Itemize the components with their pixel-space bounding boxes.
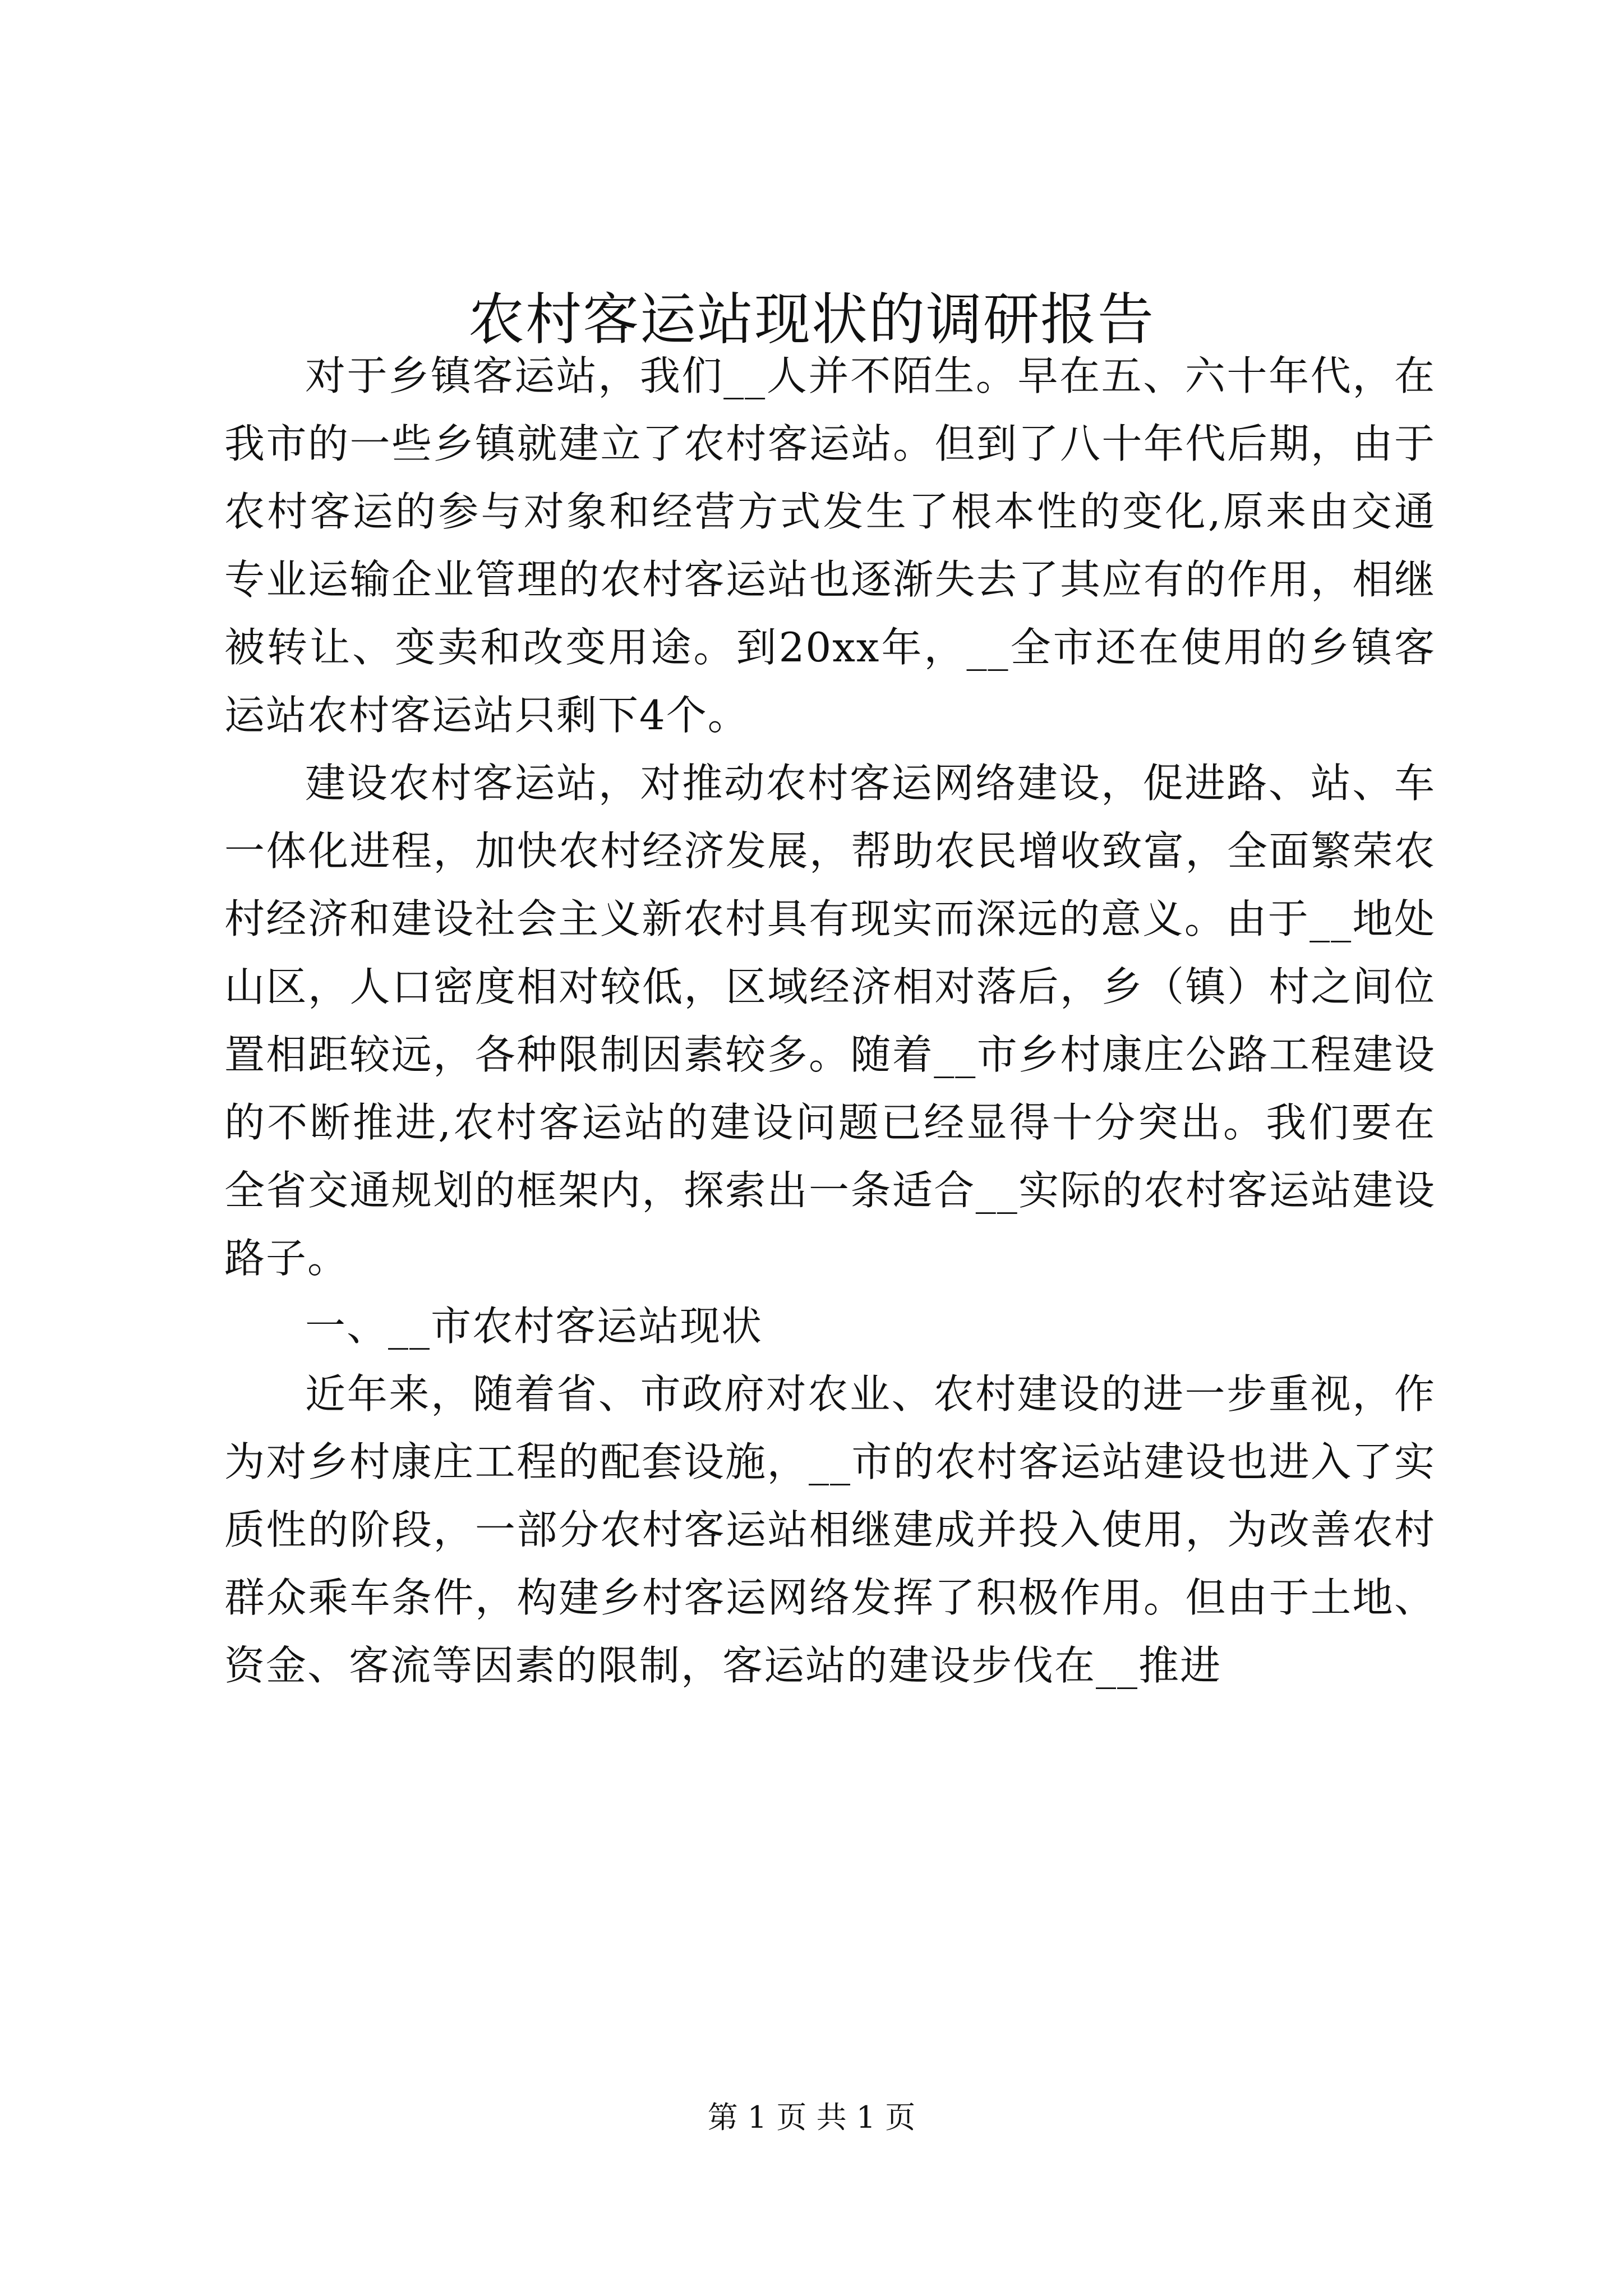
page-title: 农村客运站现状的调研报告 [468,287,1155,352]
section-heading: 一、__市农村客运站现状 [305,1303,763,1350]
paragraph-current-status: 近年来，随着省、市政府对农业、农村建设的进一步重视，作为对乡村康庄工程的配套设施，__市的农村客运站建设也进入了实质性的阶段，一部分农村客运站相继建成并投入使用，为改善农村群众乘车条件，构建乡村客运网络发挥了积极作用。但由于土地、资金、客流等因素的限制，客运站的建设步伐在__推进 [224,1370,1436,1689]
paragraph-intro: 对于乡镇客运站，我们__人并不陌生。早在五、六十年代，在我市的一些乡镇就建立了农村客运站。但到了八十年代后期，由于农村客运的参与对象和经营方式发生了根本性的变化,原来由交通专业运输企业管理的农村客运站也逐渐失去了其应有的作用，相继被转让、变卖和改变用途。到20xx年，__全市还在使用的乡镇客运站农村客运站只剩下4个。 [224,352,1436,739]
document-body [224,342,1436,1700]
page-number-footer: 第 1 页 共 1 页 [707,2100,916,2135]
paragraph-significance: 建设农村客运站，对推动农村客运网络建设，促进路、站、车一体化进程，加快农村经济发展，帮助农民增收致富，全面繁荣农村经济和建设社会主义新农村具有现实而深远的意义。由于__地处山区，人口密度相对较低，区域经济相对落后，乡（镇）村之间位置相距较远，各种限制因素较多。随着__市乡村康庄公路工程建设的不断推进,农村客运站的建设问题已经显得十分突出。我们要在全省交通规划的框架内，探索出一条适合__实际的农村客运站建设路子。 [224,760,1436,1282]
